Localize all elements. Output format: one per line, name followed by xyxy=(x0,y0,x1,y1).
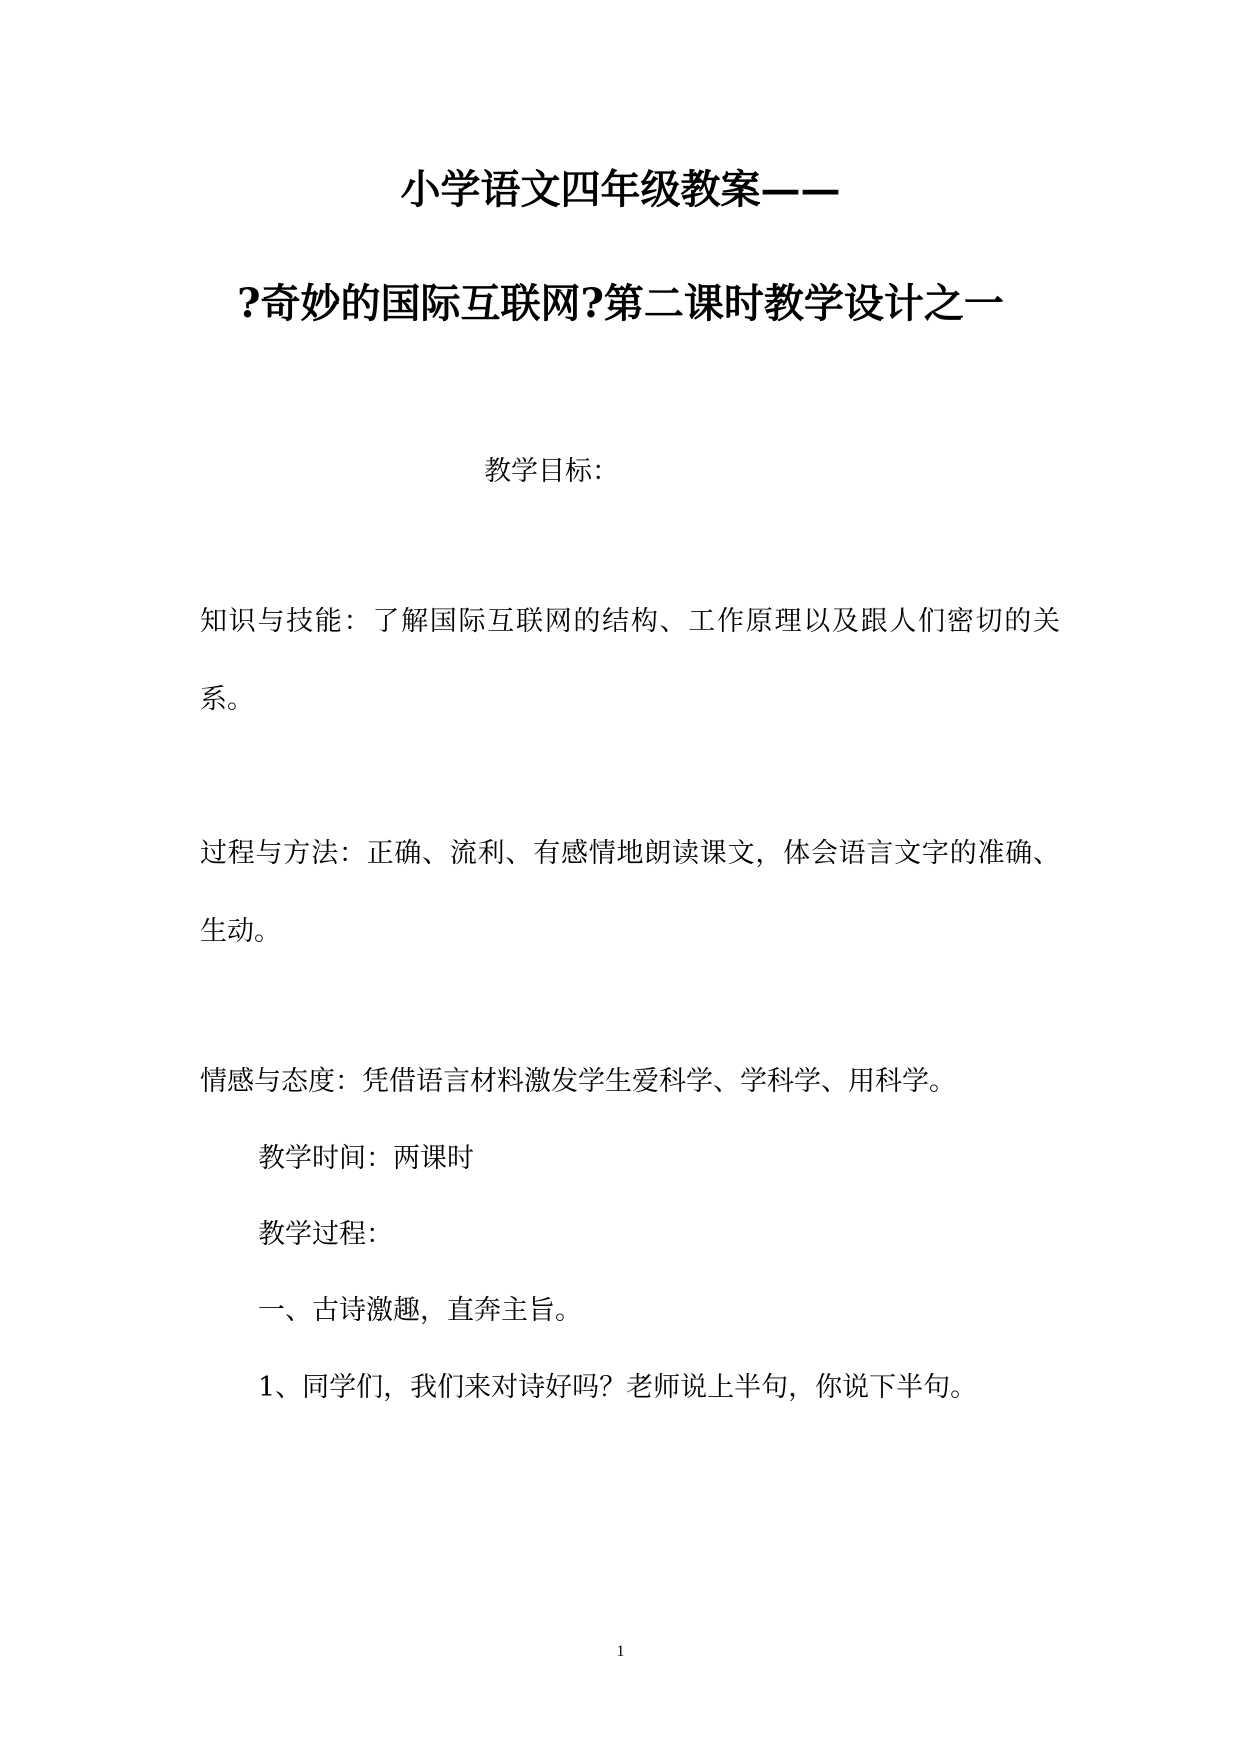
step-one-text: 1、同学们，我们来对诗好吗？老师说上半句，你说下半句。 xyxy=(258,1372,978,1403)
page-number: 1 xyxy=(616,1643,625,1660)
section-one-heading: 一、古诗激趣，直奔主旨。 xyxy=(258,1295,582,1326)
document-title-line-2: ?奇妙的国际互联网?第二课时教学设计之一 xyxy=(237,280,1004,327)
teaching-time: 教学时间：两课时 xyxy=(258,1143,474,1174)
teaching-process-heading: 教学过程： xyxy=(258,1219,393,1250)
knowledge-skills-paragraph: 知识与技能：了解国际互联网的结构、工作原理以及跟人们密切的关系。 xyxy=(200,606,1060,715)
emotion-attitude-paragraph: 情感与态度：凭借语言材料激发学生爱科学、学科学、用科学。 xyxy=(200,1066,956,1097)
process-method-paragraph: 过程与方法：正确、流利、有感情地朗读课文，体会语言文字的准确、生动。 xyxy=(200,838,1060,947)
objectives-heading: 教学目标： xyxy=(484,456,619,487)
document-title-line-1: 小学语文四年级教案—— xyxy=(400,166,841,213)
